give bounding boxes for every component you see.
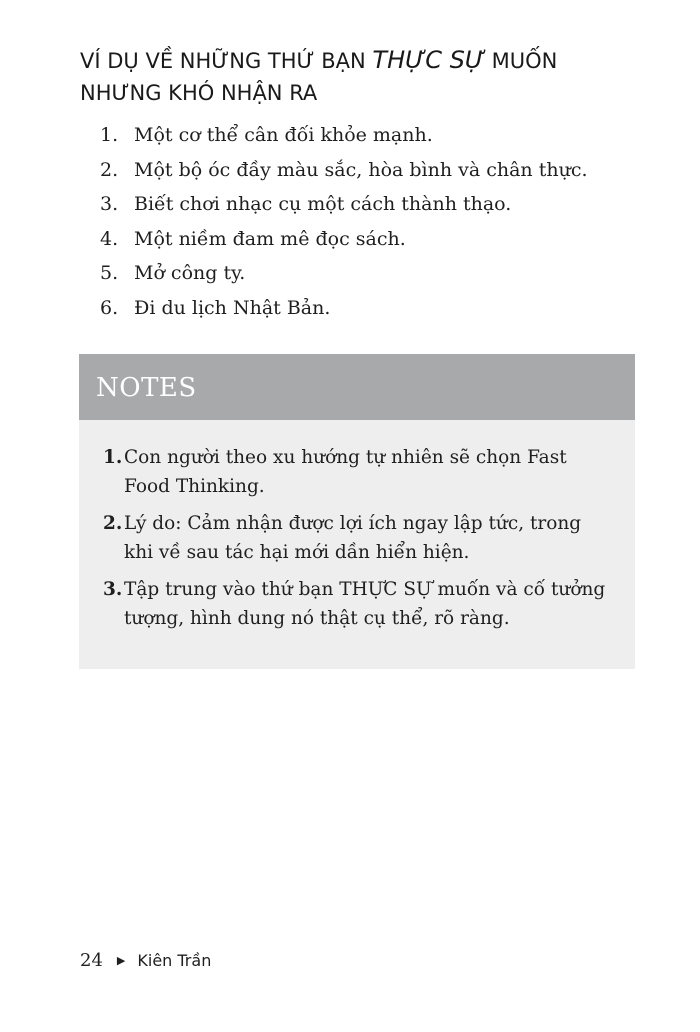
list-item bbox=[100, 222, 640, 257]
note-number: 1. bbox=[103, 447, 123, 468]
list-item-text: Một cơ thể cân đối khỏe mạnh. bbox=[134, 124, 433, 146]
list-item bbox=[100, 118, 640, 153]
notes-title: NOTES bbox=[79, 354, 635, 420]
note-number: 2. bbox=[103, 513, 123, 534]
list-item bbox=[100, 256, 640, 291]
page-number: 24 bbox=[80, 950, 103, 971]
list-item-number: 3. bbox=[100, 193, 119, 215]
list-item-text: Đi du lịch Nhật Bản. bbox=[134, 296, 331, 319]
triangle-right-icon: ▶ bbox=[116, 954, 126, 967]
section-heading bbox=[80, 44, 640, 109]
note-number: 3. bbox=[103, 579, 123, 600]
heading-part-1: VÍ DỤ VỀ NHỮNG THỨ BẠN bbox=[80, 49, 373, 73]
list-item-number: 2. bbox=[100, 158, 119, 181]
list-item-text: Một niềm đam mê đọc sách. bbox=[134, 227, 406, 250]
list-item-number: 1. bbox=[100, 124, 119, 146]
note-item bbox=[103, 444, 615, 501]
list-item-number: 4. bbox=[100, 227, 119, 250]
list-item bbox=[100, 291, 640, 326]
notes-box bbox=[79, 354, 635, 669]
author-name: Kiên Trần bbox=[137, 951, 212, 970]
note-text: Con người theo xu hướng tự nhiên sẽ chọn Fast Food Thinking. bbox=[124, 447, 567, 497]
list-item bbox=[100, 187, 640, 222]
page-footer bbox=[80, 946, 211, 976]
list-item-number: 5. bbox=[100, 262, 119, 284]
list-item bbox=[100, 153, 640, 188]
examples-list bbox=[100, 118, 640, 325]
heading-emphasis: THỰC SỰ bbox=[372, 46, 485, 74]
list-item-text: Biết chơi nhạc cụ một cách thành thạo. bbox=[134, 193, 512, 215]
heading-part-2: MUỐN NHƯNG KHÓ NHẬN RA bbox=[80, 49, 558, 105]
note-item bbox=[103, 510, 615, 567]
list-item-text: Mở công ty. bbox=[134, 262, 246, 284]
note-item bbox=[103, 576, 615, 633]
notes-list bbox=[79, 420, 635, 633]
list-item-number: 6. bbox=[100, 296, 119, 319]
note-text: Tập trung vào thứ bạn THỰC SỰ muốn và cố tưởng tượng, hình dung nó thật cụ thể, rõ ràng. bbox=[124, 579, 606, 629]
note-text: Lý do: Cảm nhận được lợi ích ngay lập tức, trong khi về sau tác hại mới dần hiển hiện. bbox=[124, 513, 582, 563]
list-item-text: Một bộ óc đầy màu sắc, hòa bình và chân thực. bbox=[134, 158, 588, 181]
